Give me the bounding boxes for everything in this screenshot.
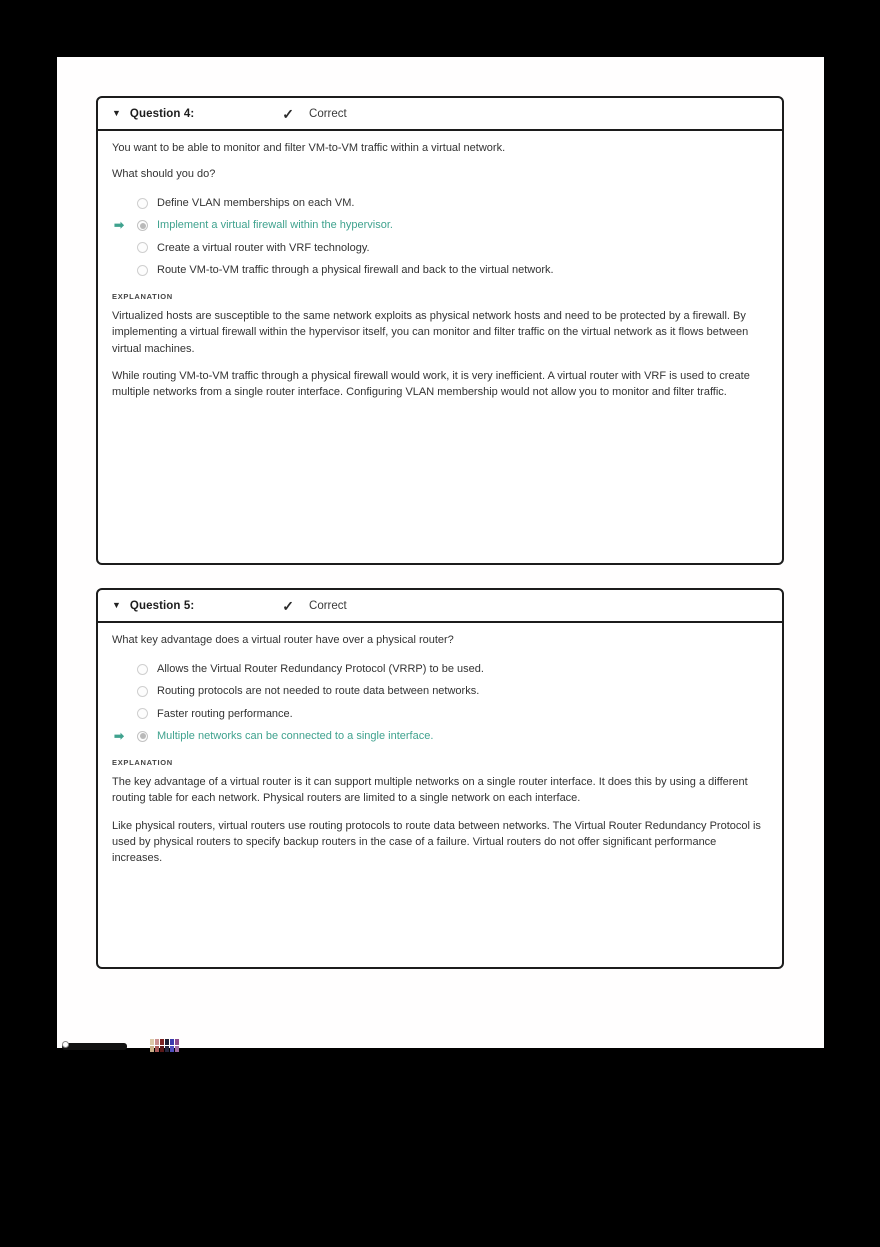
explanation-paragraph: Like physical routers, virtual routers use routing protocols to route data between networks. The Virtual Router Redundancy Protocol is used by physical routers to specify backup routers in the case of a failure. Virtual routers do not offer significant performance increases. <box>112 819 761 864</box>
answer-option[interactable] <box>137 241 768 255</box>
question-4-card <box>96 96 784 565</box>
question-5-header[interactable] <box>98 590 782 623</box>
question-4-status <box>282 107 346 121</box>
prompt-line: You want to be able to monitor and filter VM-to-VM traffic within a virtual network. <box>112 142 506 154</box>
answer-option[interactable] <box>137 707 768 721</box>
option-label: Route VM-to-VM traffic through a physical firewall and back to the virtual network. <box>157 263 554 276</box>
status-label: Correct <box>309 107 347 120</box>
explanation-paragraph: The key advantage of a virtual router is it can support multiple networks on a single router interface. It does this by using a different routing table for each network. Physical routers are limited to a single network on each interface. <box>112 776 748 805</box>
cursor-artifact <box>62 1043 127 1050</box>
question-5-prompt <box>112 632 768 649</box>
answer-option[interactable] <box>137 196 768 210</box>
question-5-status <box>282 599 346 613</box>
question-4-title: Question 4: <box>129 107 195 120</box>
question-4-body <box>98 131 782 400</box>
checkmark-icon: ✓ <box>282 597 295 614</box>
option-label: Create a virtual router with VRF technology. <box>157 241 370 254</box>
question-5-body <box>98 623 782 866</box>
radio-button-selected[interactable] <box>137 731 148 742</box>
correct-answer-arrow-icon: ➡ <box>114 218 125 233</box>
answer-option[interactable] <box>137 684 768 698</box>
collapse-triangle-icon[interactable]: ▼ <box>112 600 121 610</box>
question-5-title: Question 5: <box>129 599 195 612</box>
explanation-heading: EXPLANATION <box>112 758 173 768</box>
option-label: Implement a virtual firewall within the hypervisor. <box>157 219 393 232</box>
question-5-explanation <box>112 774 768 866</box>
radio-button[interactable] <box>137 198 148 209</box>
question-4-header[interactable] <box>98 98 782 131</box>
option-label: Faster routing performance. <box>157 707 293 720</box>
explanation-paragraph: While routing VM-to-VM traffic through a physical firewall would work, it is very inefficient. A virtual router with VRF is used to create multiple networks from a single router interface. Configuring VLAN membership would not allow you to monitor and filter traffic. <box>112 369 750 398</box>
pixel-glyph-artifact <box>150 1039 179 1052</box>
explanation-heading: EXPLANATION <box>112 292 173 302</box>
prompt-line: What key advantage does a virtual router have over a physical router? <box>112 634 454 646</box>
question-4-options <box>114 196 768 277</box>
radio-button[interactable] <box>137 664 148 675</box>
question-5-options <box>114 662 768 743</box>
exam-review-page <box>57 57 824 1048</box>
prompt-line: What should you do? <box>112 168 216 181</box>
status-label: Correct <box>309 599 347 612</box>
option-label: Multiple networks can be connected to a single interface. <box>157 729 434 742</box>
answer-option-correct-selected[interactable] <box>114 218 768 233</box>
question-4-prompt <box>112 140 768 183</box>
option-label: Allows the Virtual Router Redundancy Protocol (VRRP) to be used. <box>157 663 484 676</box>
question-4-explanation <box>112 308 768 400</box>
checkmark-icon: ✓ <box>282 105 295 122</box>
radio-button[interactable] <box>137 686 148 697</box>
answer-option-correct-selected[interactable] <box>114 728 768 743</box>
correct-answer-arrow-icon: ➡ <box>114 728 125 743</box>
radio-button[interactable] <box>137 265 148 276</box>
explanation-paragraph: Virtualized hosts are susceptible to the same network exploits as physical network hosts and need to be protected by a firewall. By implementing a virtual firewall within the hypervisor itself, you can monitor and filter traffic on the virtual network as it flows between virtual machines. <box>112 310 749 355</box>
question-5-card <box>96 588 784 969</box>
option-label: Routing protocols are not needed to route data between networks. <box>157 685 480 698</box>
answer-option[interactable] <box>137 662 768 676</box>
option-label: Define VLAN memberships on each VM. <box>157 197 355 210</box>
radio-button-selected[interactable] <box>137 220 148 231</box>
collapse-triangle-icon[interactable]: ▼ <box>112 108 121 118</box>
answer-option[interactable] <box>137 263 768 277</box>
radio-button[interactable] <box>137 708 148 719</box>
radio-button[interactable] <box>137 242 148 253</box>
